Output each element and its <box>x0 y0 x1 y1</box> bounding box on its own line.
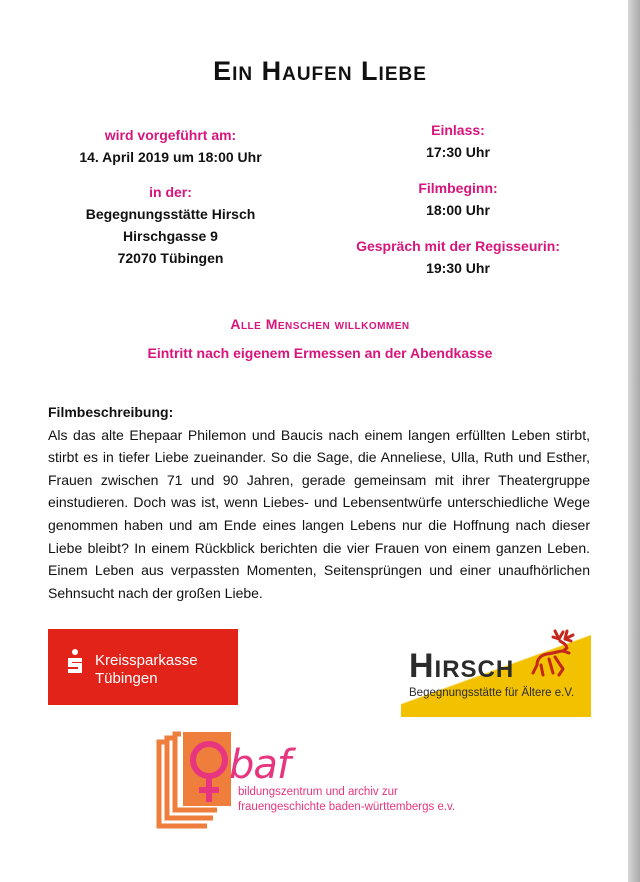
talk-time: 19:30 Uhr <box>426 260 490 276</box>
screening-label: wird vorgeführt am: <box>104 127 237 143</box>
talk-label: Gespräch mit der Regisseurin: <box>356 238 560 254</box>
page-title: Ein Haufen Liebe <box>213 56 427 86</box>
description-body: Als das alte Ehepaar Philemon und Baucis nach einem langen erfüllten Leben stirbt, stirbt es in tiefer Liebe zueinander. So die Sage, die Anneliese, Ulla, Ruth und Esther, Frauen zwischen 71 und 90 Jahren, gerade gemeinsam mit ihrer Theatergruppe einstudieren. Doch was ist, wenn Liebes- und Lebensentwürfe unterschiedliche Wege genommen haben und am Ende eines langen Lebens nur die Hoffnung nach dieser Liebe bleibt? In einem Rückblick berichten die vier Frauen von einem ganzen Leben. Einem Leben aus verpassten Momenten, Seitensprüngen und einer unaufhörlichen Sehnsucht nach der großen Liebe. <box>48 426 590 601</box>
page-edge-shadow <box>628 0 640 882</box>
baf-wordmark: baf <box>229 742 290 788</box>
sparkasse-line2: Tübingen <box>95 670 158 687</box>
hirsch-name: Hirsch <box>409 647 515 685</box>
welcome-line: Alle Menschen willkommen <box>230 316 410 332</box>
start-time: 18:00 Uhr <box>426 202 490 218</box>
hirsch-logo <box>401 627 591 717</box>
hirsch-subtitle: Begegnungsstätte für Ältere e.V. <box>409 687 575 699</box>
baf-venus-icon <box>155 730 237 833</box>
deer-icon <box>529 629 587 687</box>
sparkasse-logo <box>48 629 238 705</box>
sparkasse-line1: Kreissparkasse <box>95 652 198 669</box>
baf-logo <box>155 730 495 835</box>
venue-street: Hirschgasse 9 <box>123 228 218 244</box>
description-heading: Filmbeschreibung: <box>48 404 174 420</box>
screening-date: 14. April 2019 um 18:00 Uhr <box>79 149 262 165</box>
venue-label: in der: <box>149 184 192 200</box>
admission-time: 17:30 Uhr <box>426 144 490 160</box>
schedule-info <box>333 119 583 279</box>
sparkasse-name <box>95 652 198 688</box>
venue-city: 72070 Tübingen <box>117 250 224 266</box>
start-label: Filmbeginn: <box>418 180 498 196</box>
baf-line2: frauengeschichte baden-württembergs e.v. <box>238 801 456 813</box>
admission-label: Einlass: <box>431 122 485 138</box>
sparkasse-icon <box>66 649 84 673</box>
entry-line: Eintritt nach eigenem Ermessen an der Abendkasse <box>147 345 493 361</box>
venue-name: Begegnungsstätte Hirsch <box>85 206 256 222</box>
baf-line1: bildungszentrum und archiv zur <box>238 786 398 798</box>
screening-info <box>38 124 303 269</box>
film-description <box>48 401 590 604</box>
